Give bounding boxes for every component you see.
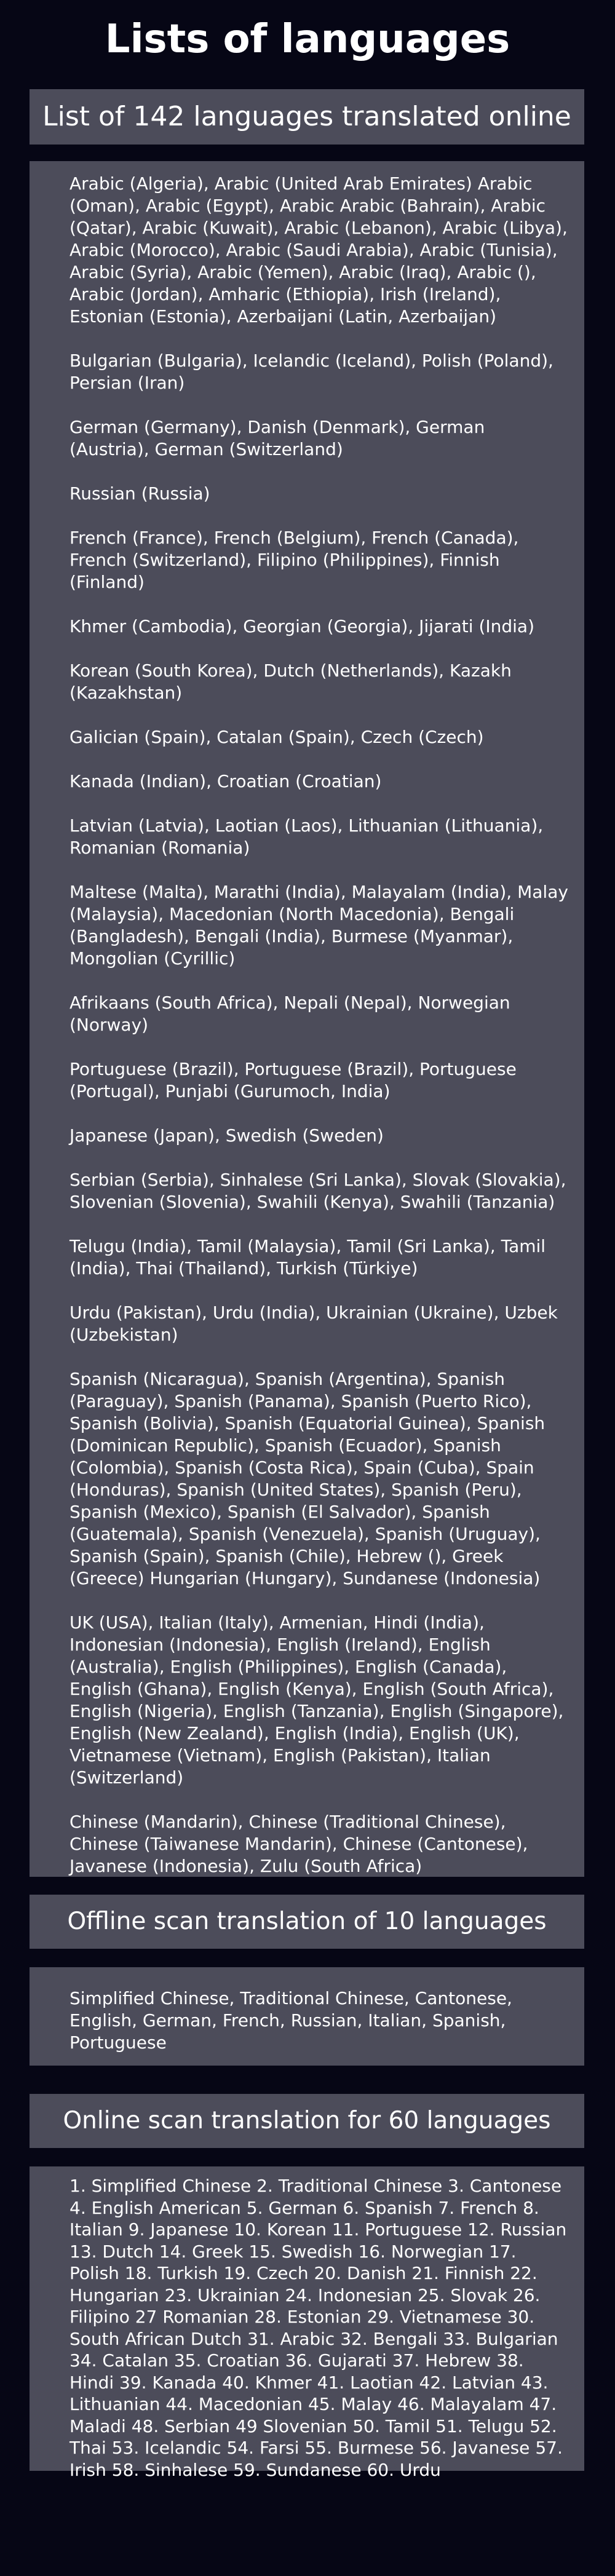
language-group: Japanese (Japan), Swedish (Sweden)	[69, 1125, 384, 1146]
language-group: Maltese (Malta), Marathi (India), Malayalam (India), Malay (Malaysia), Macedonian (North Macedonia), Bengali (Bangladesh), Bengali (India), Burmese (Myanmar), Mongolian (Cyrillic)	[69, 882, 568, 969]
language-group: Kanada (Indian), Croatian (Croatian)	[69, 771, 382, 791]
language-group: Telugu (India), Tamil (Malaysia), Tamil (Sri Lanka), Tamil (India), Thai (Thailand), Turkish (Türkiye)	[69, 1236, 546, 1278]
language-group: French (France), French (Belgium), French (Canada), French (Switzerland), Filipino (Philippines), Finnish (Finland)	[69, 528, 519, 592]
page-title: Lists of languages	[105, 17, 510, 62]
language-group: Arabic (Algeria), Arabic (United Arab Emirates) Arabic (Oman), Arabic (Egypt), Arabic Arabic (Bahrain), Arabic (Qatar), Arabic (Kuwait), Arabic (Lebanon), Arabic (Libya), Arabic (Morocco), Arabic (Saudi Arabia), Arabic (Tunisia), Arabic (Syria), Arabic (Yemen), Arabic (Iraq), Arabic (), Arabic (Jordan), Amharic (Ethiopia), Irish (Ireland), Estonian (Estonia), Azerbaijani (Latin, Azerbaijan)	[69, 173, 568, 327]
language-group: Bulgarian (Bulgaria), Icelandic (Iceland), Polish (Poland), Persian (Iran)	[69, 351, 554, 393]
language-group: Latvian (Latvia), Laotian (Laos), Lithuanian (Lithuania), Romanian (Romania)	[69, 815, 544, 858]
language-group: Afrikaans (South Africa), Nepali (Nepal), Norwegian (Norway)	[69, 993, 510, 1035]
language-group: Russian (Russia)	[69, 483, 210, 504]
offline-scan-panel	[30, 1967, 584, 2066]
language-group: Khmer (Cambodia), Georgian (Georgia), Jijarati (India)	[69, 616, 534, 636]
language-group: Korean (South Korea), Dutch (Netherlands), Kazakh (Kazakhstan)	[69, 660, 512, 703]
online-languages-panel	[30, 161, 584, 1877]
online-scan-heading: Online scan translation for 60 languages	[30, 2094, 584, 2148]
language-group: Spanish (Nicaragua), Spanish (Argentina), Spanish (Paraguay), Spanish (Panama), Spanish (Puerto Rico), Spanish (Bolivia), Spanish (Equatorial Guinea), Spanish (Dominican Republic), Spanish (Ecuador), Spanish (Colombia), Spanish (Costa Rica), Spain (Cuba), Spain (Honduras), Spanish (United States), Spanish (Peru), Spanish (Mexico), Spanish (El Salvador), Spanish (Guatemala), Spanish (Venezuela), Spanish (Uruguay), Spanish (Spain), Spanish (Chile), Hebrew (), Greek (Greece) Hungarian (Hungary), Sundanese (Indonesia)	[69, 1369, 546, 1588]
language-group: Portuguese (Brazil), Portuguese (Brazil), Portuguese (Portugal), Punjabi (Gurumoch, India)	[69, 1059, 517, 1101]
online-languages-heading: List of 142 languages translated online	[30, 89, 584, 145]
online-scan-panel	[30, 2166, 584, 2480]
online-scan-languages: 1. Simplified Chinese 2. Traditional Chinese 3. Cantonese 4. English American 5. German 6. Spanish 7. French 8. Italian 9. Japanese 10. Korean 11. Portuguese 12. Russian 13. Dutch 14. Greek 15. Swedish 16. Norwegian 17. Polish 18. Turkish 19. Czech 20. Danish 21. Finnish 22. Hungarian 23. Ukrainian 24. Indonesian 25. Slovak 26. Filipino 27 Romanian 28. Estonian 29. Vietnamese 30. South African Dutch 31. Arabic 32. Bengali 33. Bulgarian 34. Catalan 35. Croatian 36. Gujarati 37. Hebrew 38. Hindi 39. Kanada 40. Khmer 41. Laotian 42. Latvian 43. Lithuanian 44. Macedonian 45. Malay 46. Malayalam 47. Maladi 48. Serbian 49 Slovenian 50. Tamil 51. Telugu 52. Thai 53. Icelandic 54. Farsi 55. Burmese 56. Javanese 57. Irish 58. Sinhalese 59. Sundanese 60. Urdu	[69, 2176, 567, 2480]
offline-scan-languages: Simplified Chinese, Traditional Chinese, Cantonese, English, German, French, Russian, Italian, Spanish, Portuguese	[69, 1988, 512, 2053]
language-group: Galician (Spain), Catalan (Spain), Czech (Czech)	[69, 727, 484, 747]
language-group: Chinese (Mandarin), Chinese (Traditional Chinese), Chinese (Taiwanese Mandarin), Chinese (Cantonese), Javanese (Indonesia), Zulu (South Africa)	[69, 1812, 528, 1876]
language-group: German (Germany), Danish (Denmark), German (Austria), German (Switzerland)	[69, 417, 485, 459]
language-group: Urdu (Pakistan), Urdu (India), Ukrainian (Ukraine), Uzbek (Uzbekistan)	[69, 1302, 558, 1345]
language-group: Serbian (Serbia), Sinhalese (Sri Lanka), Slovak (Slovakia), Slovenian (Slovenia), Swahili (Kenya), Swahili (Tanzania)	[69, 1170, 566, 1212]
language-group: UK (USA), Italian (Italy), Armenian, Hindi (India), Indonesian (Indonesia), English (Ireland), English (Australia), English (Philippines), English (Canada), English (Ghana), English (Kenya), English (South Africa), English (Nigeria), English (Tanzania), English (Singapore), English (New Zealand), English (India), English (UK), Vietnamese (Vietnam), English (Pakistan), Italian (Switzerland)	[69, 1612, 564, 1788]
offline-scan-heading: Offline scan translation of 10 languages	[30, 1895, 584, 1949]
